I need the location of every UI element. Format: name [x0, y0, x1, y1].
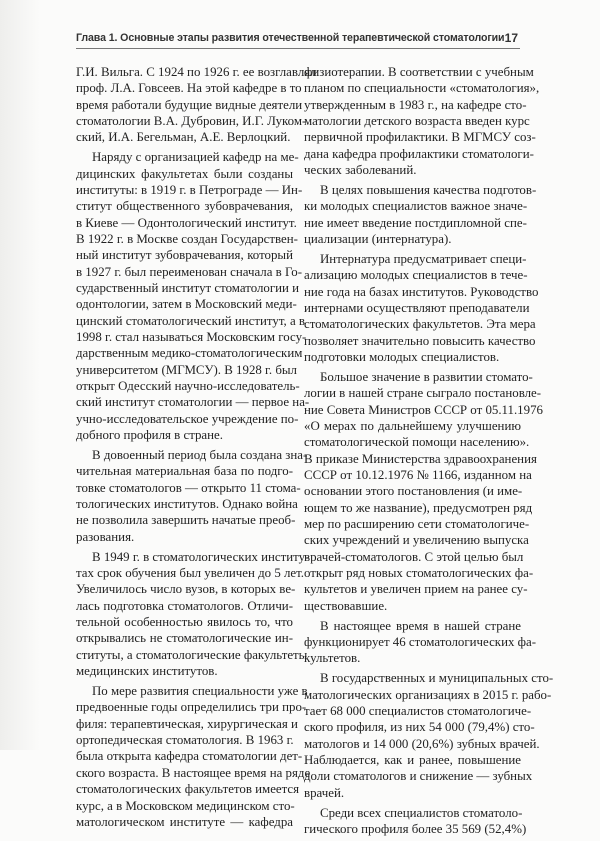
text-line: время работали будущие видные деятели [76, 97, 303, 112]
text-line: «О мерах по дальнейшему улучшению [304, 419, 521, 433]
text-line: ский институт стоматологии — первое на- [76, 395, 310, 410]
text-line: ки молодых специалистов важное значе- [304, 199, 528, 214]
text-line: ских учреждений и увеличению выпуска [304, 533, 529, 548]
text-line: в Киеве — Одонтологический институт. [76, 215, 297, 230]
text-line: интернами осуществляют преподаватели [304, 301, 530, 315]
text-line: первичной профилактики. В МГМСУ соз- [304, 130, 536, 145]
running-header [76, 30, 520, 49]
text-line: проф. Л.А. Говсеев. На этой кафедре в то [76, 81, 302, 96]
paragraph [76, 64, 317, 146]
text-line: утвержденным в 1983 г., на кафедре сто- [304, 97, 527, 112]
paragraph [304, 805, 527, 838]
text-line: ние имеет введение постдипломной спе- [304, 215, 527, 230]
text-line: цинский стоматологический институт, а в [76, 313, 305, 328]
left-column [76, 64, 317, 834]
text-line: В 1922 г. в Москве создан Государствен- [76, 232, 298, 247]
paragraph [304, 618, 537, 667]
text-line: ческих заболеваний. [304, 163, 417, 178]
text-line: ститут общественного зубоврачевания, [76, 199, 293, 214]
text-line: физиотерапии. В соответствии с учебным [304, 65, 534, 79]
text-line: культетов. [304, 651, 361, 666]
text-line: логии в нашей стране сыграло постановле- [304, 386, 542, 401]
text-line: товке стоматологов — открыто 11 стома- [76, 480, 301, 495]
text-line: матологическом институте — кафедра [76, 814, 293, 829]
text-line: ние года на базах институтов. Руководство [304, 284, 539, 299]
text-line: тает 68 000 специалистов стоматологиче- [304, 704, 532, 719]
text-line: дарственным медико-стоматологическим [76, 346, 303, 361]
text-line: Интернатура предусматривает специ- [320, 251, 527, 266]
text-line: Наряду с организацией кафедр на ме- [92, 150, 299, 165]
page-number: 17 [504, 31, 518, 45]
chapter-title: Глава 1. Основные этапы развития отечественной терапевтической стоматологии [76, 32, 505, 44]
paragraph [304, 182, 537, 247]
paragraph [76, 549, 310, 680]
text-line: матологических организациях в 2015 г. рабо- [304, 687, 552, 702]
text-line: стоматологической помощи населению». [304, 435, 530, 450]
text-line: ского профиля, из них 54 000 (79,4%) сто- [304, 720, 535, 735]
text-line: ский, И.А. Бегельман, А.Е. Верлоцкий. [76, 130, 291, 145]
text-line: В целях повышения качества подготов- [320, 183, 537, 197]
text-line: одонтологии, затем в Московский меди- [76, 297, 297, 312]
text-line: ортопедическая стоматология. В 1963 г. [76, 733, 294, 748]
text-line: врачей-стоматологов. С этой целью был [304, 549, 524, 564]
text-line: мер по расширению сети стоматологиче- [304, 517, 530, 532]
text-line: открывались не стоматологические ин- [76, 631, 293, 646]
text-line: функционирует 46 стоматологических фа- [304, 635, 537, 650]
text-line: планом по специальности «стоматология», [304, 81, 540, 96]
text-line: филя: терапевтическая, хирургическая и [76, 716, 298, 731]
text-line: лась подготовка стоматологов. Отличи- [76, 598, 293, 613]
text-line: 1998 г. стал называться Московским госу- [76, 330, 307, 345]
text-line: сударственный институт стоматологии и [76, 281, 300, 296]
text-line: Среди всех специалистов стоматоло- [320, 805, 523, 820]
text-line: дицинских факультетах были созданы [76, 166, 293, 181]
text-line: подготовки молодых специалистов. [304, 350, 500, 365]
text-line: В настоящее время в нашей стране [320, 618, 521, 633]
text-line: СССР от 10.12.1976 № 1166, изданном на [304, 468, 532, 483]
text-line: институты: в 1919 г. в Петрограде — Ин- [76, 183, 303, 197]
paragraph [304, 670, 554, 801]
text-line: добного профиля в стране. [76, 428, 223, 443]
text-line: стоматологических факультетов имеется [76, 782, 300, 797]
right-column [304, 64, 554, 841]
text-line: медицинских институтов. [76, 664, 218, 679]
text-line: ный институт зубоврачевания, который [76, 248, 293, 263]
text-line: чительная материальная база по подго- [76, 464, 293, 479]
text-line: предвоенные годы определились три про- [76, 700, 307, 715]
text-line: ализацию молодых специалистов в тече- [304, 268, 528, 283]
text-line: В довоенный период была создана зна- [92, 448, 308, 463]
text-line: Наблюдается, как и ранее, повышение [304, 753, 521, 768]
text-line: университетом (МГМСУ). В 1928 г. был [76, 362, 297, 377]
text-line: позволяет значительно повысить качество [304, 333, 536, 348]
text-line: открыт ряд новых стоматологических фа- [304, 566, 534, 581]
paragraph [76, 149, 310, 443]
text-line: ществовавшие. [304, 598, 388, 613]
text-line: стоматологических факультетов. Эта мера [304, 317, 536, 332]
paragraph [76, 683, 311, 830]
text-line: По мере развития специальности уже в [92, 684, 308, 699]
paragraph [304, 64, 540, 178]
text-line: в 1927 г. был переименован сначала в Го- [76, 264, 303, 279]
text-line: В 1949 г. в стоматологических институ- [92, 549, 310, 564]
text-line: не позволила завершить начатые преоб- [76, 513, 296, 528]
text-line: дана кафедра профилактики стоматологи- [304, 146, 534, 161]
text-line: В приказе Министерства здравоохранения [304, 451, 537, 466]
text-line: Увеличилось число вузов, в которых ве- [76, 582, 296, 597]
text-line: открыт Одесский научно-исследователь- [76, 379, 300, 394]
page-gutter-shadow [0, 0, 40, 750]
text-line: тах срок обучения был увеличен до 5 лет. [76, 566, 305, 581]
text-line: курс, а в Московском медицинском сто- [76, 798, 295, 813]
text-line: учно-исследовательское учреждение по- [76, 411, 299, 426]
text-line: тельной особенностью явилось то, что [76, 615, 293, 630]
text-line: матологии детского возраста введен курс [304, 114, 530, 129]
text-line: ние Совета Министров СССР от 05.11.1976 [304, 402, 543, 417]
text-line: разования. [76, 529, 135, 544]
text-line: доли стоматологов и снижение — зубных [304, 769, 533, 784]
text-line: основании этого постановления (и име- [304, 484, 523, 499]
paragraph [76, 447, 308, 545]
text-line: врачей. [304, 785, 345, 800]
text-line: ституты, а стоматологические факультеты [76, 647, 308, 662]
text-line: ющем то же название), предусмотрен ряд [304, 500, 533, 515]
text-line: тологических институтов. Однако война [76, 497, 298, 512]
paragraph [304, 251, 539, 365]
text-line: гического профиля более 35 569 (52,4%) [304, 822, 527, 837]
text-line: циализации (интернатура). [304, 232, 452, 247]
text-line: стоматологии В.А. Дубровин, И.Г. Луком- [76, 114, 307, 129]
text-line: ского возраста. В настоящее время на ряде [76, 765, 311, 780]
text-line: матологов и 14 000 (20,6%) зубных врачей. [304, 736, 540, 751]
text-line: В государственных и муниципальных сто- [320, 671, 554, 686]
paragraph [304, 369, 543, 614]
text-line: культетов и увеличен прием на ранее су- [304, 582, 528, 597]
text-line: Г.И. Вильга. С 1924 по 1926 г. ее возглавлял [76, 65, 317, 79]
text-line: Большое значение в развитии стомато- [320, 369, 533, 384]
text-line: была открыта кафедра стоматологии дет- [76, 749, 303, 764]
